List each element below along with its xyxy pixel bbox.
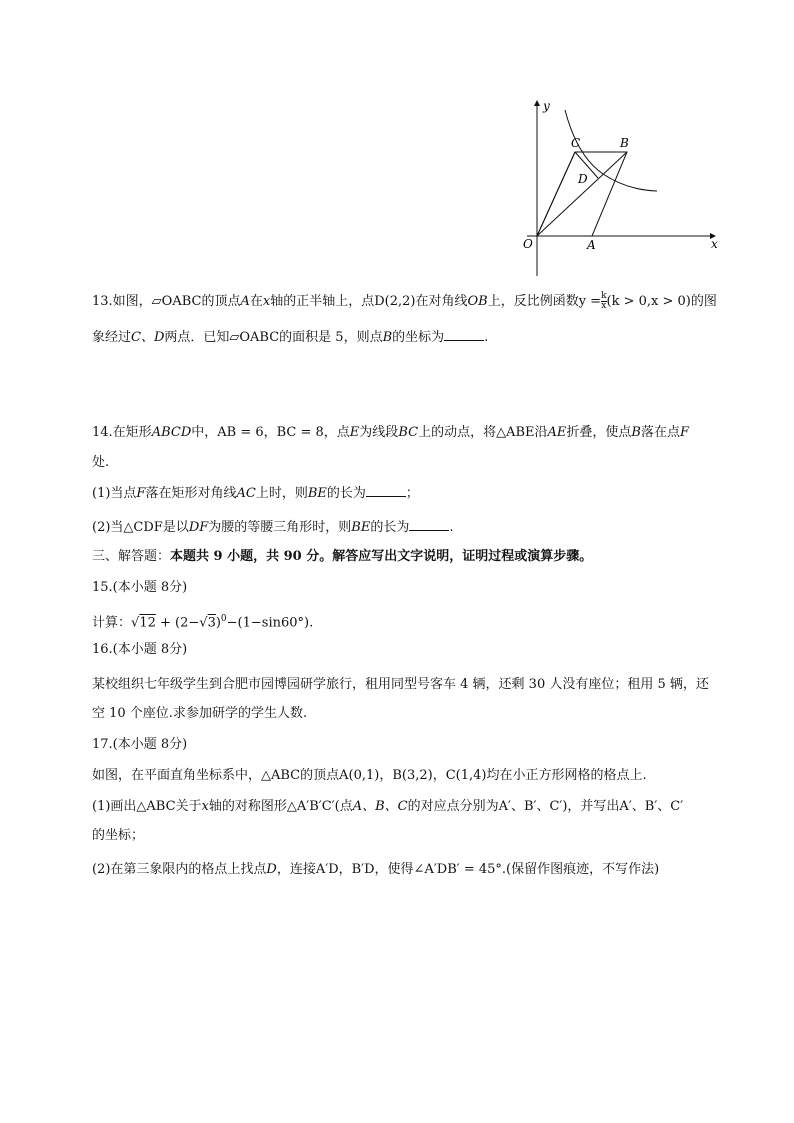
q13-diagram bbox=[505, 96, 735, 281]
q13-line1: 13.如图，▱OABC的顶点A在x轴的正半轴上，点D(2,2)在对角线OB上，反比例函数y = $\frac{k}{x}$ (k > 0,x > 0)的图 bbox=[92, 291, 717, 311]
q17-line3: 的坐标； bbox=[92, 828, 145, 843]
q14-sub2: (2)当△CDF是以DF为腰的等腰三角形时，则BE的长为 . bbox=[92, 517, 453, 538]
sqrt-symbol: √ bbox=[199, 615, 208, 631]
label-x: x bbox=[711, 237, 718, 251]
q14-line2: 处. bbox=[92, 455, 110, 470]
label-o: O bbox=[523, 237, 533, 251]
segment-oc-d bbox=[537, 152, 575, 236]
label-y: y bbox=[543, 99, 550, 113]
q14-sub1: (1)当点F落在矩形对角线AC上时，则BE的长为 ； bbox=[92, 483, 419, 504]
y-axis-arrow bbox=[534, 100, 540, 106]
q16-line1: 某校组织七年级学生到合肥市园博园研学旅行，租用同型号客车 4 辆，还剩 30 人没有座位；租用 5 辆，还 bbox=[92, 677, 709, 692]
diagonal-ob bbox=[537, 152, 627, 236]
label-a: A bbox=[587, 238, 596, 252]
fraction-k-over-x: $\frac{k}{x}$ bbox=[601, 291, 607, 311]
q17-line2: (1)画出△ABC关于x轴的对称图形△A′B′C′(点A、B、C的对应点分别为A′、B′、C′)，并写出A′、B′、C′ bbox=[92, 799, 684, 814]
q15-head: 15.(本小题 8分) bbox=[92, 580, 188, 595]
q17-head: 17.(本小题 8分) bbox=[92, 737, 188, 752]
answer-blank bbox=[366, 483, 406, 497]
answer-blank bbox=[409, 517, 449, 531]
sqrt-symbol: √ bbox=[131, 615, 140, 631]
q13-figure bbox=[505, 96, 735, 281]
label-b: B bbox=[620, 136, 629, 150]
q13-line2: 象经过C、D两点．已知▱OABC的面积是 5，则点B的坐标为 . bbox=[92, 327, 488, 348]
label-d: D bbox=[578, 172, 588, 186]
q16-line2: 空 10 个座位.求参加研学的学生人数. bbox=[92, 706, 308, 721]
q15-expression: 计算：$√12 + (2-√3)^0-(1-\sin 60^\circ)$. bbox=[92, 614, 314, 631]
section-3-heading: 三、解答题：本题共 9 小题，共 90 分。解答应写出文字说明，证明过程或演算步骤。 bbox=[92, 549, 593, 564]
q14-line1: 14.在矩形ABCD中，AB = 6，BC = 8，点E为线段BC上的动点，将△ABE沿AE折叠，使点B落在点F bbox=[92, 425, 690, 440]
label-c: C bbox=[571, 136, 581, 150]
q17-line1: 如图，在平面直角坐标系中，△ABC的顶点A(0,1)，B(3,2)，C(1,4)均在小正方形网格的格点上. bbox=[92, 768, 647, 783]
answer-blank bbox=[444, 327, 484, 341]
q16-head: 16.(本小题 8分) bbox=[92, 642, 188, 657]
q17-line4: (2)在第三象限内的格点上找点D，连接A′D，B′D，使得∠A′DB′ = 45°.(保留作图痕迹，不写作法) bbox=[92, 862, 660, 877]
